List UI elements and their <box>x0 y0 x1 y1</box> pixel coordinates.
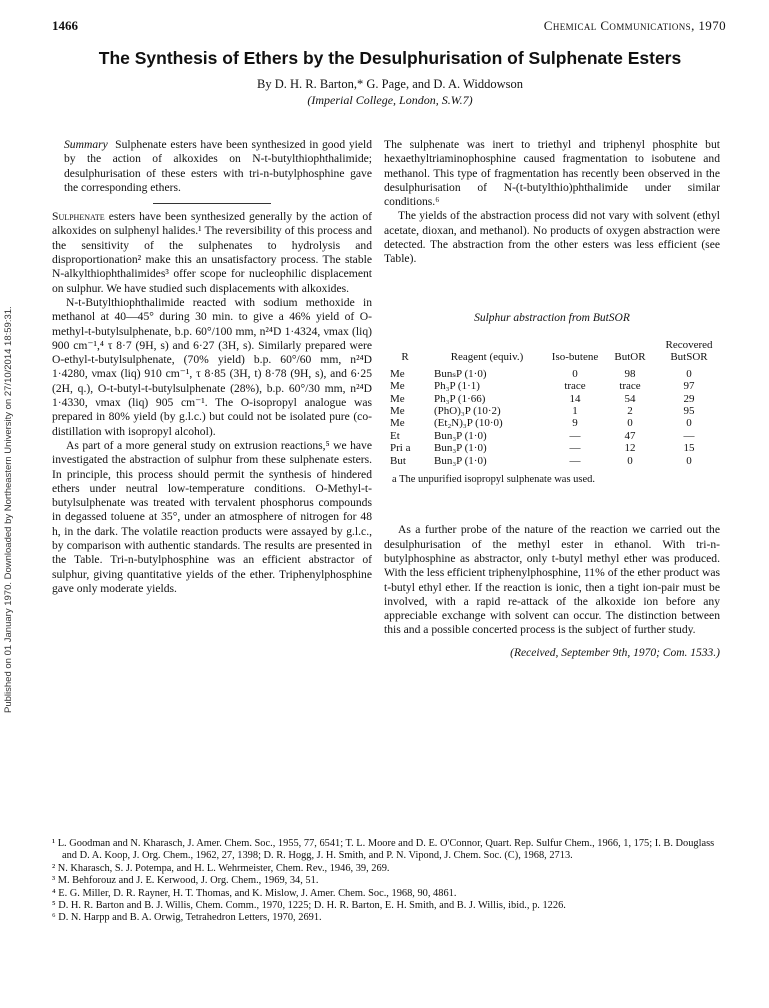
cell-isobutene: trace <box>564 380 586 393</box>
cell-reagent: Ph₃P (1·66) <box>434 392 486 405</box>
cell-recovered: — <box>683 429 695 442</box>
cell-isobutene: — <box>569 429 581 442</box>
cell-recovered: 0 <box>686 367 692 380</box>
header-recovered: Recovered ButSOR <box>665 338 713 364</box>
summary-paragraph <box>52 138 372 195</box>
table-footnote: a The unpurified isopropyl sulphenate was used. <box>392 474 596 486</box>
cell-reagent: BunₛP (1·0) <box>434 367 487 380</box>
header-isobutene: Iso-butene <box>551 351 599 364</box>
cell-butor: 54 <box>624 392 636 405</box>
cell-reagent: (PhO)₃P (10·2) <box>434 405 501 417</box>
cell-isobutene: — <box>569 442 581 455</box>
table-row <box>384 393 720 405</box>
cell-isobutene: — <box>569 454 581 467</box>
table-caption: Sulphur abstraction from ButSOR <box>474 311 630 324</box>
received-date: (Received, September 9th, 1970; Com. 1533.) <box>510 646 720 659</box>
lead-word: Sulphenate <box>52 210 105 224</box>
author-list: By D. H. R. Barton,* G. Page, and D. A. Widdowson <box>257 77 523 91</box>
left-column <box>52 138 372 596</box>
phosphite-paragraph: The sulphenate was inert to triethyl and triphenyl phosphite but hexaethyltriaminophosphine caused fragmentation to isobutene and methanol. This type of fragmentation has recently been observed in the desulphurisation of N-(t-butylthio)phthalimide under similar conditions.⁶ <box>384 138 720 209</box>
table-row <box>384 380 720 392</box>
cell-r: Me <box>390 417 405 430</box>
summary-text: Sulphenate esters have been synthesized in good yield by the action of alkoxides on N-t-butylthiophthalimide; desulphurisation of these esters with tri-n-butylphosphine gave the corresponding ethers. <box>64 138 372 194</box>
header-r: R <box>401 351 409 364</box>
results-table <box>384 339 720 467</box>
reference-item: ² N. Kharasch, S. J. Potempa, and H. L. Wehrmeister, Chem. Rev., 1946, 39, 269. <box>52 862 390 874</box>
yields-paragraph: The yields of the abstraction process did not vary with solvent (ethyl acetate, dioxan, and methanol). No products of oxygen abstraction were detected. The abstraction from the other esters was less efficient (see Table). <box>384 209 720 266</box>
reference-item: ⁵ D. H. R. Barton and B. J. Willis, Chem. Comm., 1970, 1225; D. H. R. Barton, E. H. Smith, and B. J. Willis, ibid., p. 1226. <box>52 900 566 912</box>
reference-item: ⁴ E. G. Miller, D. R. Rayner, H. T. Thomas, and K. Mislow, J. Amer. Chem. Soc., 1968, 90, 4861. <box>52 887 457 899</box>
cell-butor: 98 <box>624 367 636 380</box>
article-title: The Synthesis of Ethers by the Desulphurisation of Sulphenate Esters <box>98 48 682 68</box>
cell-isobutene: 0 <box>572 367 578 380</box>
cell-reagent: Bun₃P (1·0) <box>434 442 487 455</box>
cell-r: Me <box>390 367 405 380</box>
probe-paragraph: As a further probe of the nature of the reaction we carried out the desulphurisation of the methyl ester in ethanol. With tri-n-butylphosphine as abstractor, only t-butyl methyl ether was produced. With the less efficient triphenylphosphine, 11% of the ether product was t-butyl ethyl ether. If the reaction is ionic, then a tight ion-pair must be involved, with a rapid re-attack of the alkoxide ion before any appreciable exchange with solvent can occur. The distinction between this and a possible concerted process is the subject of further study. <box>384 523 720 637</box>
reference-item: ¹ L. Goodman and N. Kharasch, J. Amer. Chem. Soc., 1955, 77, 6541; T. L. Moore and D. E. O'Connor, Quart. Rep. Sulfur Chem., 1966, 1, 175; I. B. Douglass and D. A. Koop, J. Org. Chem., 1962, 27, 1398; D. R. Hogg, J. H. Smith, and P. N. Vipond, J. Chem. Soc. (C), 1968, 2713. <box>52 838 715 862</box>
cell-butor: 47 <box>624 429 636 442</box>
cell-r: But <box>390 454 406 467</box>
journal-name: Chemical Communications, 1970 <box>543 18 726 33</box>
cell-butor: trace <box>619 380 641 393</box>
section-rule <box>153 203 271 204</box>
header-reagent: Reagent (equiv.) <box>450 351 524 364</box>
table-header-row <box>384 339 720 368</box>
cell-reagent: Bun₃P (1·0) <box>434 429 487 442</box>
reference-item: ⁶ D. N. Harpp and B. A. Orwig, Tetrahedron Letters, 1970, 2691. <box>52 912 322 924</box>
cell-butor: 2 <box>627 405 633 417</box>
page-number: 1466 <box>52 18 78 33</box>
cell-recovered: 29 <box>683 392 695 405</box>
abstraction-paragraph: As part of a more general study on extrusion reactions,⁵ we have investigated the abstraction of sulphur from these sulphenate esters. In principle, this process should permit the synthesis of hindered ethers under neutral low-temperature conditions. O-Methyl-t-butylsulphenate was treated with tervalent phosphorus compounds in degassed toluene at 35°, under an atmosphere of nitrogen for 48 h, in the dark. The volatile reaction products were assayed by g.l.c., by comparison with authentic standards. The results are presented in the Table. Tri-n-butylphosphine was an efficient abstractor of sulphur, giving quantitative yields of the ether. Triphenylphosphine gave only moderate yields. <box>52 438 372 595</box>
reference-item: ³ M. Behforouz and J. E. Kerwood, J. Org. Chem., 1969, 34, 51. <box>52 875 319 887</box>
synthesis-paragraph: N-t-Butylthiophthalimide reacted with sodium methoxide in methanol at 40—45° during 30 min. to give a 46% yield of O-methyl-t-butylsulphenate, b.p. 60°/100 mm, n²⁴D 1·4324, νmax (liq) 900 cm⁻¹,⁴ τ 8·7 (9H, s) and 6·27 (3H, s). Similarly prepared were O-ethyl-t-butylsulphenate, (70% yield) b.p. 60°/60 mm, n²⁴D 1·4280, νmax (liq) 910 cm⁻¹, τ 8·85 (3H, t) 8·78 (9H, s), and 6·25 (2H, q.), O-t-butyl-t-butylsulphenate (28%), b.p. 60°/30 mm, n²⁴D 1·4330, νmax (liq) 905 cm⁻¹. The O-isopropyl analogue was prepared in 80% yield (by g.l.c.) but could not be isolated pure (co-distillation with isopropyl alcohol). <box>52 295 372 438</box>
table-row <box>384 430 720 442</box>
table-row <box>384 368 720 380</box>
cell-r: Et <box>390 429 400 442</box>
cell-butor: 0 <box>627 417 633 430</box>
cell-r: Me <box>390 405 405 417</box>
cell-r: Me <box>390 392 405 405</box>
cell-reagent: (Et₂N)₃P (10·0) <box>434 417 503 430</box>
cell-recovered: 0 <box>686 454 692 467</box>
intro-text: esters have been synthesized generally by the action of alkoxides on sulphenyl halides.¹ The reversibility of this process and the sensitivity of the sulphenates to hydrolysis and disproportionation² make this an unsatisfactory process. The stable N-alkylthiophthalimides³ offer scope for nucleophilic displacement on sulphur. We have studied such displacements with alkoxides. <box>52 210 372 295</box>
cell-reagent: Ph₃P (1·1) <box>434 380 480 393</box>
table-row <box>384 442 720 454</box>
cell-recovered: 95 <box>683 405 695 417</box>
cell-r: Me <box>390 380 405 393</box>
cell-reagent: Bun₃P (1·0) <box>434 454 487 467</box>
intro-paragraph <box>52 210 372 296</box>
table-row <box>384 455 720 467</box>
cell-butor: 12 <box>624 442 636 455</box>
cell-isobutene: 1 <box>572 405 578 417</box>
cell-butor: 0 <box>627 454 633 467</box>
download-watermark: Published on 01 January 1970. Downloaded by Northeastern University on 27/10/2014 18:59:31. <box>3 306 14 714</box>
institution: (Imperial College, London, S.W.7) <box>307 93 473 107</box>
summary-label: Summary <box>64 138 108 151</box>
references <box>52 838 720 925</box>
table-row <box>384 417 720 429</box>
table-row <box>384 405 720 417</box>
cell-r: Pri a <box>390 442 411 455</box>
cell-isobutene: 9 <box>572 417 578 430</box>
cell-recovered: 15 <box>683 442 695 455</box>
header-butor: ButOR <box>614 351 646 364</box>
cell-recovered: 97 <box>683 380 695 393</box>
right-column <box>384 138 720 660</box>
cell-isobutene: 14 <box>569 392 581 405</box>
cell-recovered: 0 <box>686 417 692 430</box>
